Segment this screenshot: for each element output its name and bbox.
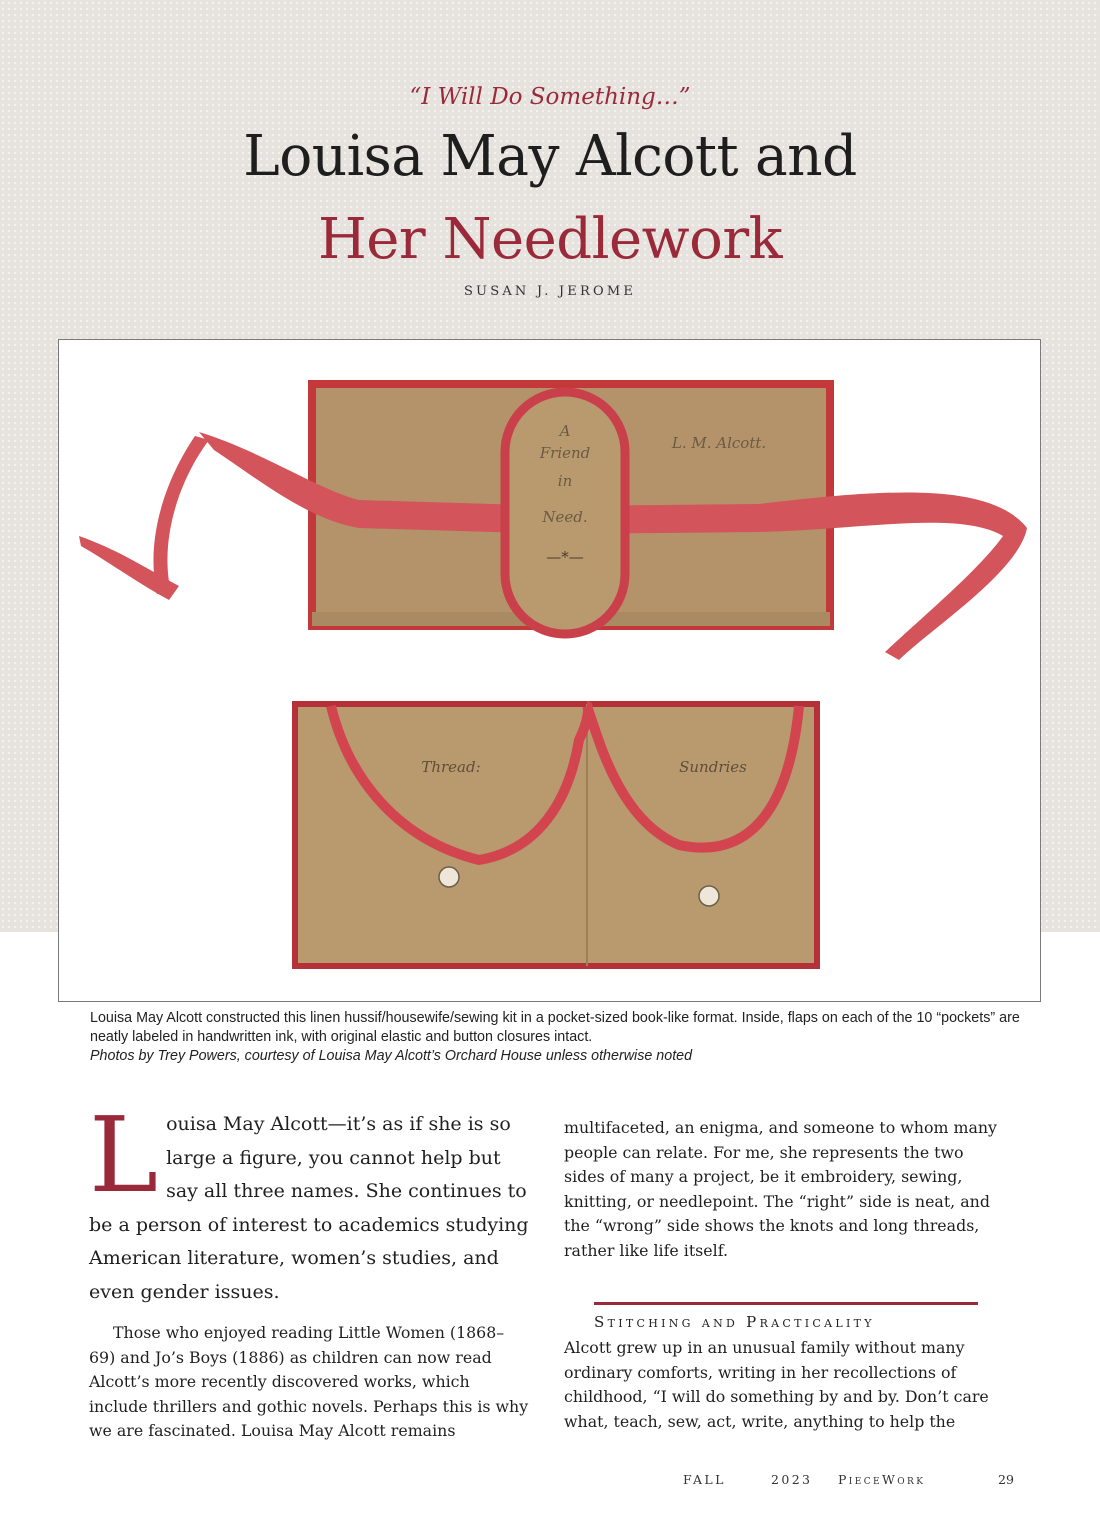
article-column-right-lower — [564, 1336, 1004, 1434]
sewing-kit-photo — [58, 339, 1041, 1002]
article-column-right — [564, 1116, 1004, 1263]
folio-magazine: PieceWork — [838, 1472, 926, 1487]
svg-text:Sundries: Sundries — [679, 758, 747, 776]
article-column-left — [89, 1094, 529, 1444]
body-paragraph: multifaceted, an enigma, and someone to whom many people can relate. For me, she represents the two sides of many a project, be it embroidery, sewing, knitting, or needlepoint. The “right” side is neat, and the “wrong” side shows the knots and long threads, rather like life itself. — [564, 1118, 997, 1260]
drop-cap: L — [89, 1094, 159, 1216]
svg-text:A: A — [559, 422, 571, 440]
svg-text:L. M. Alcott.: L. M. Alcott. — [671, 434, 767, 452]
folio-season: FALL — [683, 1472, 726, 1487]
article-title-line-1: Louisa May Alcott and — [243, 124, 857, 189]
open-kit-image — [295, 704, 817, 966]
body-paragraph: Those who enjoyed reading Little Women (1868–69) and Jo’s Boys (1886) as children can now read Alcott’s more recently discovered works, which include thrillers and gothic novels. Perhaps this is why we are fascinated. Louisa May Alcott remains — [89, 1323, 529, 1440]
svg-text:Thread:: Thread: — [421, 758, 481, 776]
folio-year: 2023 — [771, 1472, 813, 1487]
author-byline: SUSAN J. JEROME — [463, 284, 637, 299]
lead-paragraph — [89, 1094, 529, 1309]
subhead-rule — [594, 1302, 978, 1305]
page-number: 29 — [998, 1472, 1014, 1487]
svg-text:—*—: —*— — [546, 548, 584, 566]
section-subhead: Stitching and Practicality — [594, 1313, 875, 1331]
svg-text:Need.: Need. — [542, 508, 588, 526]
kicker: “I Will Do Something…” — [409, 84, 691, 110]
svg-text:Friend: Friend — [539, 444, 591, 462]
lead-text: ouisa May Alcott—it’s as if she is so large a figure, you cannot help but say all three names. She continues to be a person of interest to academics studying American literature, women’s studies, and even gender issues. — [89, 1113, 529, 1303]
body-paragraph: Alcott grew up in an unusual family without many ordinary comforts, writing in her recollections of childhood, “I will do something by and by. Don’t care what, teach, sew, act, write, anything to help the — [564, 1338, 989, 1431]
photo-caption — [90, 1009, 1020, 1066]
article-title-line-2: Her Needlework — [317, 207, 783, 272]
svg-text:in: in — [557, 472, 573, 490]
photo-credit: Photos by Trey Powers, courtesy of Louisa May Alcott’s Orchard House unless otherwise noted — [90, 1048, 693, 1064]
caption-text: Louisa May Alcott constructed this linen hussif/housewife/sewing kit in a pocket-sized book-like format. Inside, flaps on each of the 10 “pockets” are neatly labeled in handwritten ink, with original elastic and button closures intact. — [90, 1010, 1020, 1045]
